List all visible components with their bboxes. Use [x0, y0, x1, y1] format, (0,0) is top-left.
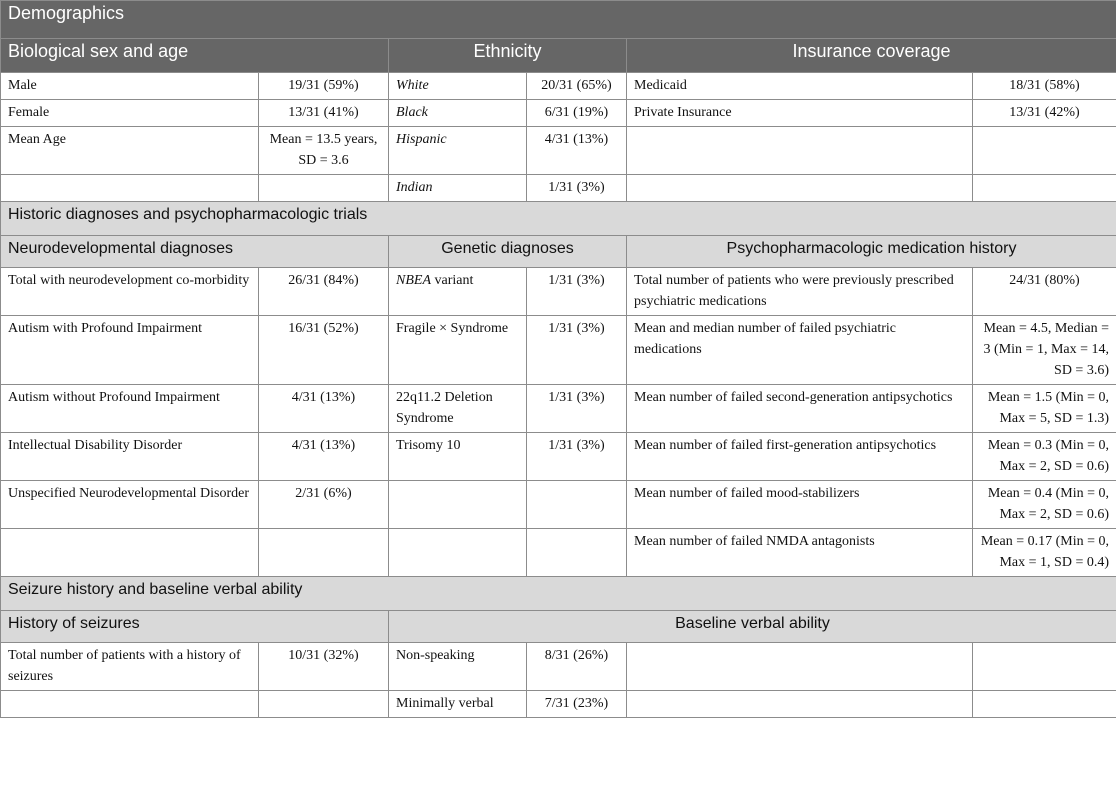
- cell-label: Mean and median number of failed psychiatric medications: [627, 316, 973, 385]
- table-row: [1, 316, 1116, 385]
- section-title-seizure: Seizure history and baseline verbal ability: [1, 577, 1116, 611]
- cell-label: Female: [1, 100, 259, 127]
- cell-label: [389, 529, 527, 577]
- table-row: [1, 385, 1116, 433]
- cell-value: 1/31 (3%): [527, 316, 627, 385]
- cell-value: [973, 127, 1116, 175]
- cell-value: [973, 691, 1116, 718]
- cell-value: Mean = 13.5 years, SD = 3.6: [259, 127, 389, 175]
- cell-value: 13/31 (41%): [259, 100, 389, 127]
- header-medication-history: Psychopharmacologic medication history: [627, 236, 1116, 268]
- cell-value: [973, 643, 1116, 691]
- cell-value: 26/31 (84%): [259, 268, 389, 316]
- cell-value: Mean = 4.5, Median = 3 (Min = 1, Max = 14, SD = 3.6): [973, 316, 1116, 385]
- cell-value: 1/31 (3%): [527, 433, 627, 481]
- cell-label: Mean number of failed mood-stabilizers: [627, 481, 973, 529]
- cell-label: Minimally verbal: [389, 691, 527, 718]
- table-row: [1, 268, 1116, 316]
- table-row: [1, 643, 1116, 691]
- table-row: [1, 481, 1116, 529]
- cell-value: 20/31 (65%): [527, 73, 627, 100]
- cell-value: [527, 481, 627, 529]
- cell-value: [527, 529, 627, 577]
- cell-value: Mean = 0.3 (Min = 0, Max = 2, SD = 0.6): [973, 433, 1116, 481]
- table-row: [1, 175, 1116, 202]
- cell-value: [973, 175, 1116, 202]
- cell-label: [627, 175, 973, 202]
- cell-label: Trisomy 10: [389, 433, 527, 481]
- cell-value: 1/31 (3%): [527, 268, 627, 316]
- cell-value: 1/31 (3%): [527, 175, 627, 202]
- table-row: [1, 433, 1116, 481]
- cell-label: Mean number of failed second-generation antipsychotics: [627, 385, 973, 433]
- cell-value: [259, 175, 389, 202]
- cell-label: [627, 127, 973, 175]
- cell-label: Total number of patients who were previously prescribed psychiatric medications: [627, 268, 973, 316]
- table-row: [1, 529, 1116, 577]
- cell-label: Fragile × Syndrome: [389, 316, 527, 385]
- cell-label: [389, 481, 527, 529]
- gene-suffix: variant: [431, 273, 474, 288]
- cell-value: 13/31 (42%): [973, 100, 1116, 127]
- header-insurance: Insurance coverage: [627, 39, 1116, 73]
- cell-label: [1, 175, 259, 202]
- header-seizures: History of seizures: [1, 611, 389, 643]
- cell-value: 7/31 (23%): [527, 691, 627, 718]
- cell-value: 2/31 (6%): [259, 481, 389, 529]
- cell-label: Mean number of failed NMDA antagonists: [627, 529, 973, 577]
- cell-value: 4/31 (13%): [259, 385, 389, 433]
- header-ethnicity: Ethnicity: [389, 39, 627, 73]
- cell-value: 1/31 (3%): [527, 385, 627, 433]
- table-row: [1, 127, 1116, 175]
- cell-label: [389, 268, 527, 316]
- cell-value: Mean = 1.5 (Min = 0, Max = 5, SD = 1.3): [973, 385, 1116, 433]
- cell-label: White: [389, 73, 527, 100]
- cell-label: Total with neurodevelopment co-morbidity: [1, 268, 259, 316]
- cell-value: 8/31 (26%): [527, 643, 627, 691]
- cell-label: Intellectual Disability Disorder: [1, 433, 259, 481]
- cell-value: 24/31 (80%): [973, 268, 1116, 316]
- cell-label: [627, 691, 973, 718]
- cell-value: Mean = 0.17 (Min = 0, Max = 1, SD = 0.4): [973, 529, 1116, 577]
- gene-name: NBEA: [396, 273, 431, 288]
- table-row: [1, 691, 1116, 718]
- cell-label: Male: [1, 73, 259, 100]
- cell-label: 22q11.2 Deletion Syndrome: [389, 385, 527, 433]
- cell-label: Medicaid: [627, 73, 973, 100]
- header-sex-age: Biological sex and age: [1, 39, 389, 73]
- header-neurodevelopmental: Neurodevelopmental diagnoses: [1, 236, 389, 268]
- cell-label: Autism with Profound Impairment: [1, 316, 259, 385]
- cell-label: Autism without Profound Impairment: [1, 385, 259, 433]
- cell-value: 16/31 (52%): [259, 316, 389, 385]
- cell-value: [259, 691, 389, 718]
- cell-label: Indian: [389, 175, 527, 202]
- cell-label: Mean Age: [1, 127, 259, 175]
- cell-label: Total number of patients with a history of seizures: [1, 643, 259, 691]
- cell-label: [627, 643, 973, 691]
- cell-label: [1, 529, 259, 577]
- cell-label: Mean number of failed first-generation antipsychotics: [627, 433, 973, 481]
- cell-label: Black: [389, 100, 527, 127]
- cell-value: 10/31 (32%): [259, 643, 389, 691]
- table-title: Demographics: [1, 1, 1116, 39]
- header-genetic: Genetic diagnoses: [389, 236, 627, 268]
- cell-label: [1, 691, 259, 718]
- cell-value: [259, 529, 389, 577]
- section-title-historic: Historic diagnoses and psychopharmacologic trials: [1, 202, 1116, 236]
- cell-value: 4/31 (13%): [259, 433, 389, 481]
- table-row: [1, 73, 1116, 100]
- cell-label: Non-speaking: [389, 643, 527, 691]
- cell-value: 19/31 (59%): [259, 73, 389, 100]
- cell-value: 6/31 (19%): [527, 100, 627, 127]
- cell-label: Hispanic: [389, 127, 527, 175]
- header-verbal-ability: Baseline verbal ability: [389, 611, 1116, 643]
- cell-value: 4/31 (13%): [527, 127, 627, 175]
- table-row: [1, 100, 1116, 127]
- cell-value: Mean = 0.4 (Min = 0, Max = 2, SD = 0.6): [973, 481, 1116, 529]
- cell-label: Private Insurance: [627, 100, 973, 127]
- cell-label: Unspecified Neurodevelopmental Disorder: [1, 481, 259, 529]
- cell-value: 18/31 (58%): [973, 73, 1116, 100]
